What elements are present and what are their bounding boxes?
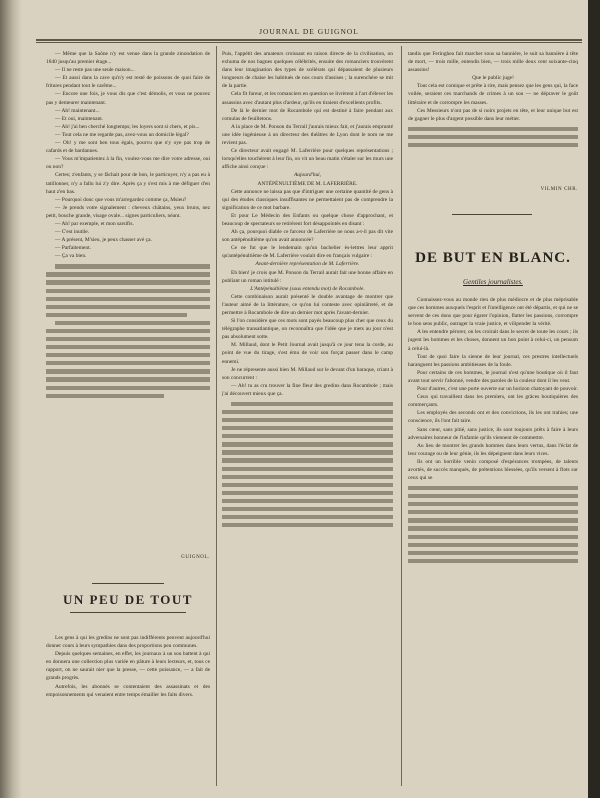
text-line [222,410,393,414]
signature: VILMIN CHR. [540,187,578,192]
paragraph: Cela fit fureur, et les romanciers en question se livrèrent à l'art d'élever les assassins avec d'autant plus d'ardeur, qu'ils en tiraient d'excellents profits. [222,91,393,106]
quote: Avant-dernière représentation de M. Laferrière. [255,261,360,268]
novel-title: L'Antépénultième (sous entendu mot) de Rocambole. [250,285,365,292]
decorative-rule [92,583,164,584]
masthead: JOURNAL DE GUIGNOL [259,27,359,36]
text-line [46,289,210,293]
text-line [222,442,393,446]
text-line [408,135,578,139]
paragraph: Ce directeur avait engagé M. Laferrière pour quelques représentations ; lorsqu'elles touchèrent à leur fin, on vit un beau matin s'étaler sur les murs une affiche ainsi conçue : [222,148,393,171]
paragraph: Tout cela est comique et prête à rire, mais pensez que les gens qui, la face voilée, seraient ces marchands de crimes à un sou — ne dépraver le goût littéraire et de corrompre les masses. [408,83,578,106]
paragraph: — Il ne reste pas une seule maison... [55,67,135,74]
text-line [231,402,393,406]
paragraph: Au lieu de montrer les grands hommes dans leurs vertus, dans l'éclat de leur courage ou de leur génie, ils les dépeignent dans leurs vices. [408,442,578,457]
paragraph: — Et oui, maintenant. [55,115,104,122]
paragraph: — Oh! y me sont ben tous égals, pourvu que n'y oye pas trop de cafards et de bardannes. [46,140,210,155]
paragraph: Puis, l'appétit des amateurs croissant en raison directe de la civilisation, on exhuma de nos bagnes quelques célébrités, ensuite des romanciers trouvèrent dans leur imagination des types de scélérats qui dépassaient de plusieurs longueurs de chaise les habitués de nos cours d'assises ; la surenchère se mit de la partie. [222,51,393,90]
text-line [46,305,210,309]
article-body [408,296,578,788]
signature: GUIGNOL. [181,555,210,560]
paragraph: Les gens à qui les gredins ne sont pas indifférents peuvent aujourd'hui donner cours à leurs sympathies dans des proportions peu communes. [46,635,210,650]
section-title: UN PEU DE TOUT [63,592,193,607]
binding-shadow [0,0,22,798]
paragraph: Et pour Le Médecin des Enfants ou quelque chose d'approchant, et beaucoup de spectateurs se retirèrent fort désappointés en disant : [222,212,393,227]
paragraph: — Même que la Saône n'y est venue dans la grande zinondation de 1840 jusqu'au premier étage... [46,51,210,66]
paragraph: — Tout cela ne me regarde pas, avez-vous un domicile légal? [55,131,189,138]
paragraph: Ah ça, pourquoi diable ce farceur de Laferrière ne nous a-t-il pas dit vite son antépénultième qu'on avait annoncée? [222,229,393,244]
text-line [46,329,210,333]
paragraph: — Ah! j'ai ben cherché longtemps; les loyers sont si chers, et pis... [55,123,200,130]
paragraph: — Ah! tu as cru trouver la fine fleur des gredins dans Rocambole ; mais j'ai découvert mieux que ça. [222,382,393,397]
text-line [408,143,578,147]
text-line [222,515,393,519]
text-line [46,386,210,390]
text-line [46,337,210,341]
paragraph: Que le public juge! [472,75,514,82]
paragraph: — Parfaitement. [55,245,91,252]
paragraph: Ce ne fut que le lendemain qu'un bachelier ès-lettres leur apprit qu'antépénultième de M. Laferrière voulait dire en français vulgaire : [222,245,393,260]
paragraph: — Je prends votre signalement : cheveux châtains, yeux bruns, nez petit, bouche grande, visage ovale... signes particuliers, néant. [46,204,210,219]
text-line [408,486,578,490]
paragraph: Pour d'autres, c'est une porte ouverte sur un horizon chatoyant de pouvoir. [417,386,578,393]
text-line [46,394,164,398]
paragraph: — Ah! maintenant... [55,107,100,114]
paragraph: Certes; z'enfants, y se fâchait pour de bon, le particuyer, n'y a pas eu à tatillonner, n'y a fallu lui z'y dire. Après ça y s'est mis à me défiguer d'en haut z'en bas. [46,172,210,195]
text-line [222,426,393,430]
paragraph: Si l'on considère que ces mots sont payés beaucoup plus cher que ceux du télégraphe transatlantique, on reconnaîtra que l'idée que je mets au jour n'est pas absolument sotte. [222,318,393,341]
text-line [46,280,210,284]
paragraph: Ces Messieurs n'ont pas de si noirs projets en tête, et leur unique but est de gagner le plus d'argent possible dans leur métier. [408,107,578,122]
paragraph: Ceux qui travaillent dans les premiers, ont les grâces boutiquières des commerçants. [408,394,578,409]
paragraph: Sans cœur, sans pitié, sans justice, ils sont toujours prêts à faire à leurs adversaires honneur de l'infamie qu'ils viennent de commettre. [408,426,578,441]
text-line [408,526,578,530]
paragraph: Depuis quelques semaines, en effet, les journaux à un sou battent à qui en donnera une collection plus variée en pâture à leurs lecteurs, et, tous ce rapport, on ne saurait nier que la presse, — cette puissance, — a fait de grands progrès. [46,651,210,682]
text-line [222,475,393,479]
header-rule [36,39,582,41]
paragraph: Ils ont un horrible venin composé d'espérances trompées, de talents avortés, de succès manqués, de prétentions blessées, qu'ils versent à flots sur ceux qui se [408,458,578,482]
text-line [408,494,578,498]
text-line [222,507,393,511]
paragraph: Connaissez-vous au monde rien de plus médiocre et de plus méprisable que ces hommes auxquels l'esprit et l'intelligence ont été départis, et qui ne se servent de ces dons que pour égarer l'opinion, flatter les passions, corrompre le bon sens public, outrager la vraie justice, et vilipender la vérité. [408,297,578,328]
paragraph: A les entendre pérorer, on les croirait dans le secret de toute les cours ; ils jugent les hommes et les choses, donnent un bon point à celui-ci, un pensum à celui-là. [408,329,578,352]
text-line [222,458,393,462]
text-line [46,369,210,373]
text-line [408,518,578,522]
quote-farewell: ANTÉPÉNULTIÈME DE M. LAFERRIÈRE. [257,180,358,187]
paragraph: — A présent, M'sieu, je peux chasser avé ça. [55,237,152,244]
paragraph: — Pourquoi donc que vous m'arregardez comme ça, Msieu? [55,196,187,203]
paragraph: Cette annonce ne laissa pas que d'intriguer une certaine quantité de gens à qui des études classiques insuffisantes ne permettaient pas de comprendre la signification de ce mot barbare. [222,188,393,211]
decorative-rule [70,612,186,613]
paragraph: — Vous m'impatientez à la fin, voulez-vous me dire votre adresse, oui ou non? [46,156,210,171]
text-line [408,543,578,547]
column-rule-2 [401,46,402,786]
section-body [46,634,210,786]
decorative-rule [452,214,532,215]
paragraph: De là le dernier mot de Rocambole qui est destiné à faire pendant aux cotnulas de feuilletons. [222,107,393,122]
paragraph: Autrefois, les abonnés se contentaient des assassinats et des empoisonnements qui venaient entre temps émailler les faits divers. [46,683,210,698]
column-3 [408,50,578,184]
paragraph: — Encore une fois, je vous dis que c'est démolis, et vous ne pouvez pas y demeurer maintenant. [46,91,210,106]
paragraph: — Et aussi dans la cave qu'n'y est resté de poissons de quoi faire de fritures pendant tout le carême... [46,75,210,90]
paragraph: Cette combinaison aurait présenté le double avantage de montrer que l'auteur aimé de la littérature, ce qu'on lui conteste avec opiniâtreté, et de permettre à Rocambole de dire un dernier mot après l'avant-dernier. [222,293,393,316]
text-line [408,502,578,506]
book-spine [588,0,600,798]
text-line [408,551,578,555]
text-line [46,297,210,301]
article-title: DE BUT EN BLANC. [415,250,571,266]
paragraph: tandis que Feringhea fait marcher sous sa bannière, le suit sa bannière à tête de mort, — trois mille, entendis bien, — trois mille deux cent soixante-cinq assassins! [408,51,578,74]
paragraph: Pour certains de ces hommes, le journal n'est qu'une boutique où il faut avant tout servir l'abonné, vendre des paroles de la couleur dont il les veut. [408,369,578,384]
quote-today: Aujourd'hui, [293,172,322,179]
article-subtitle: Gentiles journalistes. [463,278,523,286]
paragraph: — C'est inutile. [55,229,90,236]
text-line [408,127,578,131]
text-line [46,313,187,317]
text-line [46,272,210,276]
text-line [222,418,393,422]
text-line [222,450,393,454]
text-line [46,345,210,349]
header-rule-thin [36,42,582,43]
text-line [408,535,578,539]
paragraph: — Ah! par exemple, et mon sarsifis. [55,220,134,227]
text-line [408,510,578,514]
text-line [55,264,210,268]
text-line [46,361,210,365]
paragraph: Eh bien! je crois que M. Ponson du Terrail aurait fait une bonne affaire en publiant un roman intitulé : [222,269,393,284]
column-1 [46,50,210,550]
text-line [222,483,393,487]
column-2 [222,50,393,786]
text-line [46,377,210,381]
text-line [46,353,210,357]
paragraph: — Ça va bien. [55,253,87,260]
text-line [55,321,210,325]
paragraph: Les employés des seconds ont et des convictions, ils les ont trahies; une conscience, ils l'ont fait taire. [408,410,578,425]
text-line [222,499,393,503]
paragraph: A la place de M. Ponson du Terrail j'aurais mieux fait, et j'aurais emprunté une idée ingénieuse à un directeur des théâtres de Lyon dont le nom ne me revient pas. [222,123,393,147]
text-line [222,491,393,495]
paragraph: Tout de quoi faire la sienne de leur journal, ces prestres intellectuels haranguent les passions ambitieuses de la foule. [408,353,578,368]
paragraph: M. Millaud, dont le Petit Journal avait jusqu'à ce jour tenu la corde, au point de vue du tirage, s'est ému de voir son forçat passer dans le camp ennemi. [222,342,393,365]
paragraph: Je ne répresente aussi bien M. Millaud sur le devant d'un baraque, criant à son concurrent : [222,366,393,381]
text-line [222,434,393,438]
text-line [408,559,578,563]
column-rule-1 [216,46,217,786]
text-line [222,467,393,471]
text-line [222,523,393,527]
